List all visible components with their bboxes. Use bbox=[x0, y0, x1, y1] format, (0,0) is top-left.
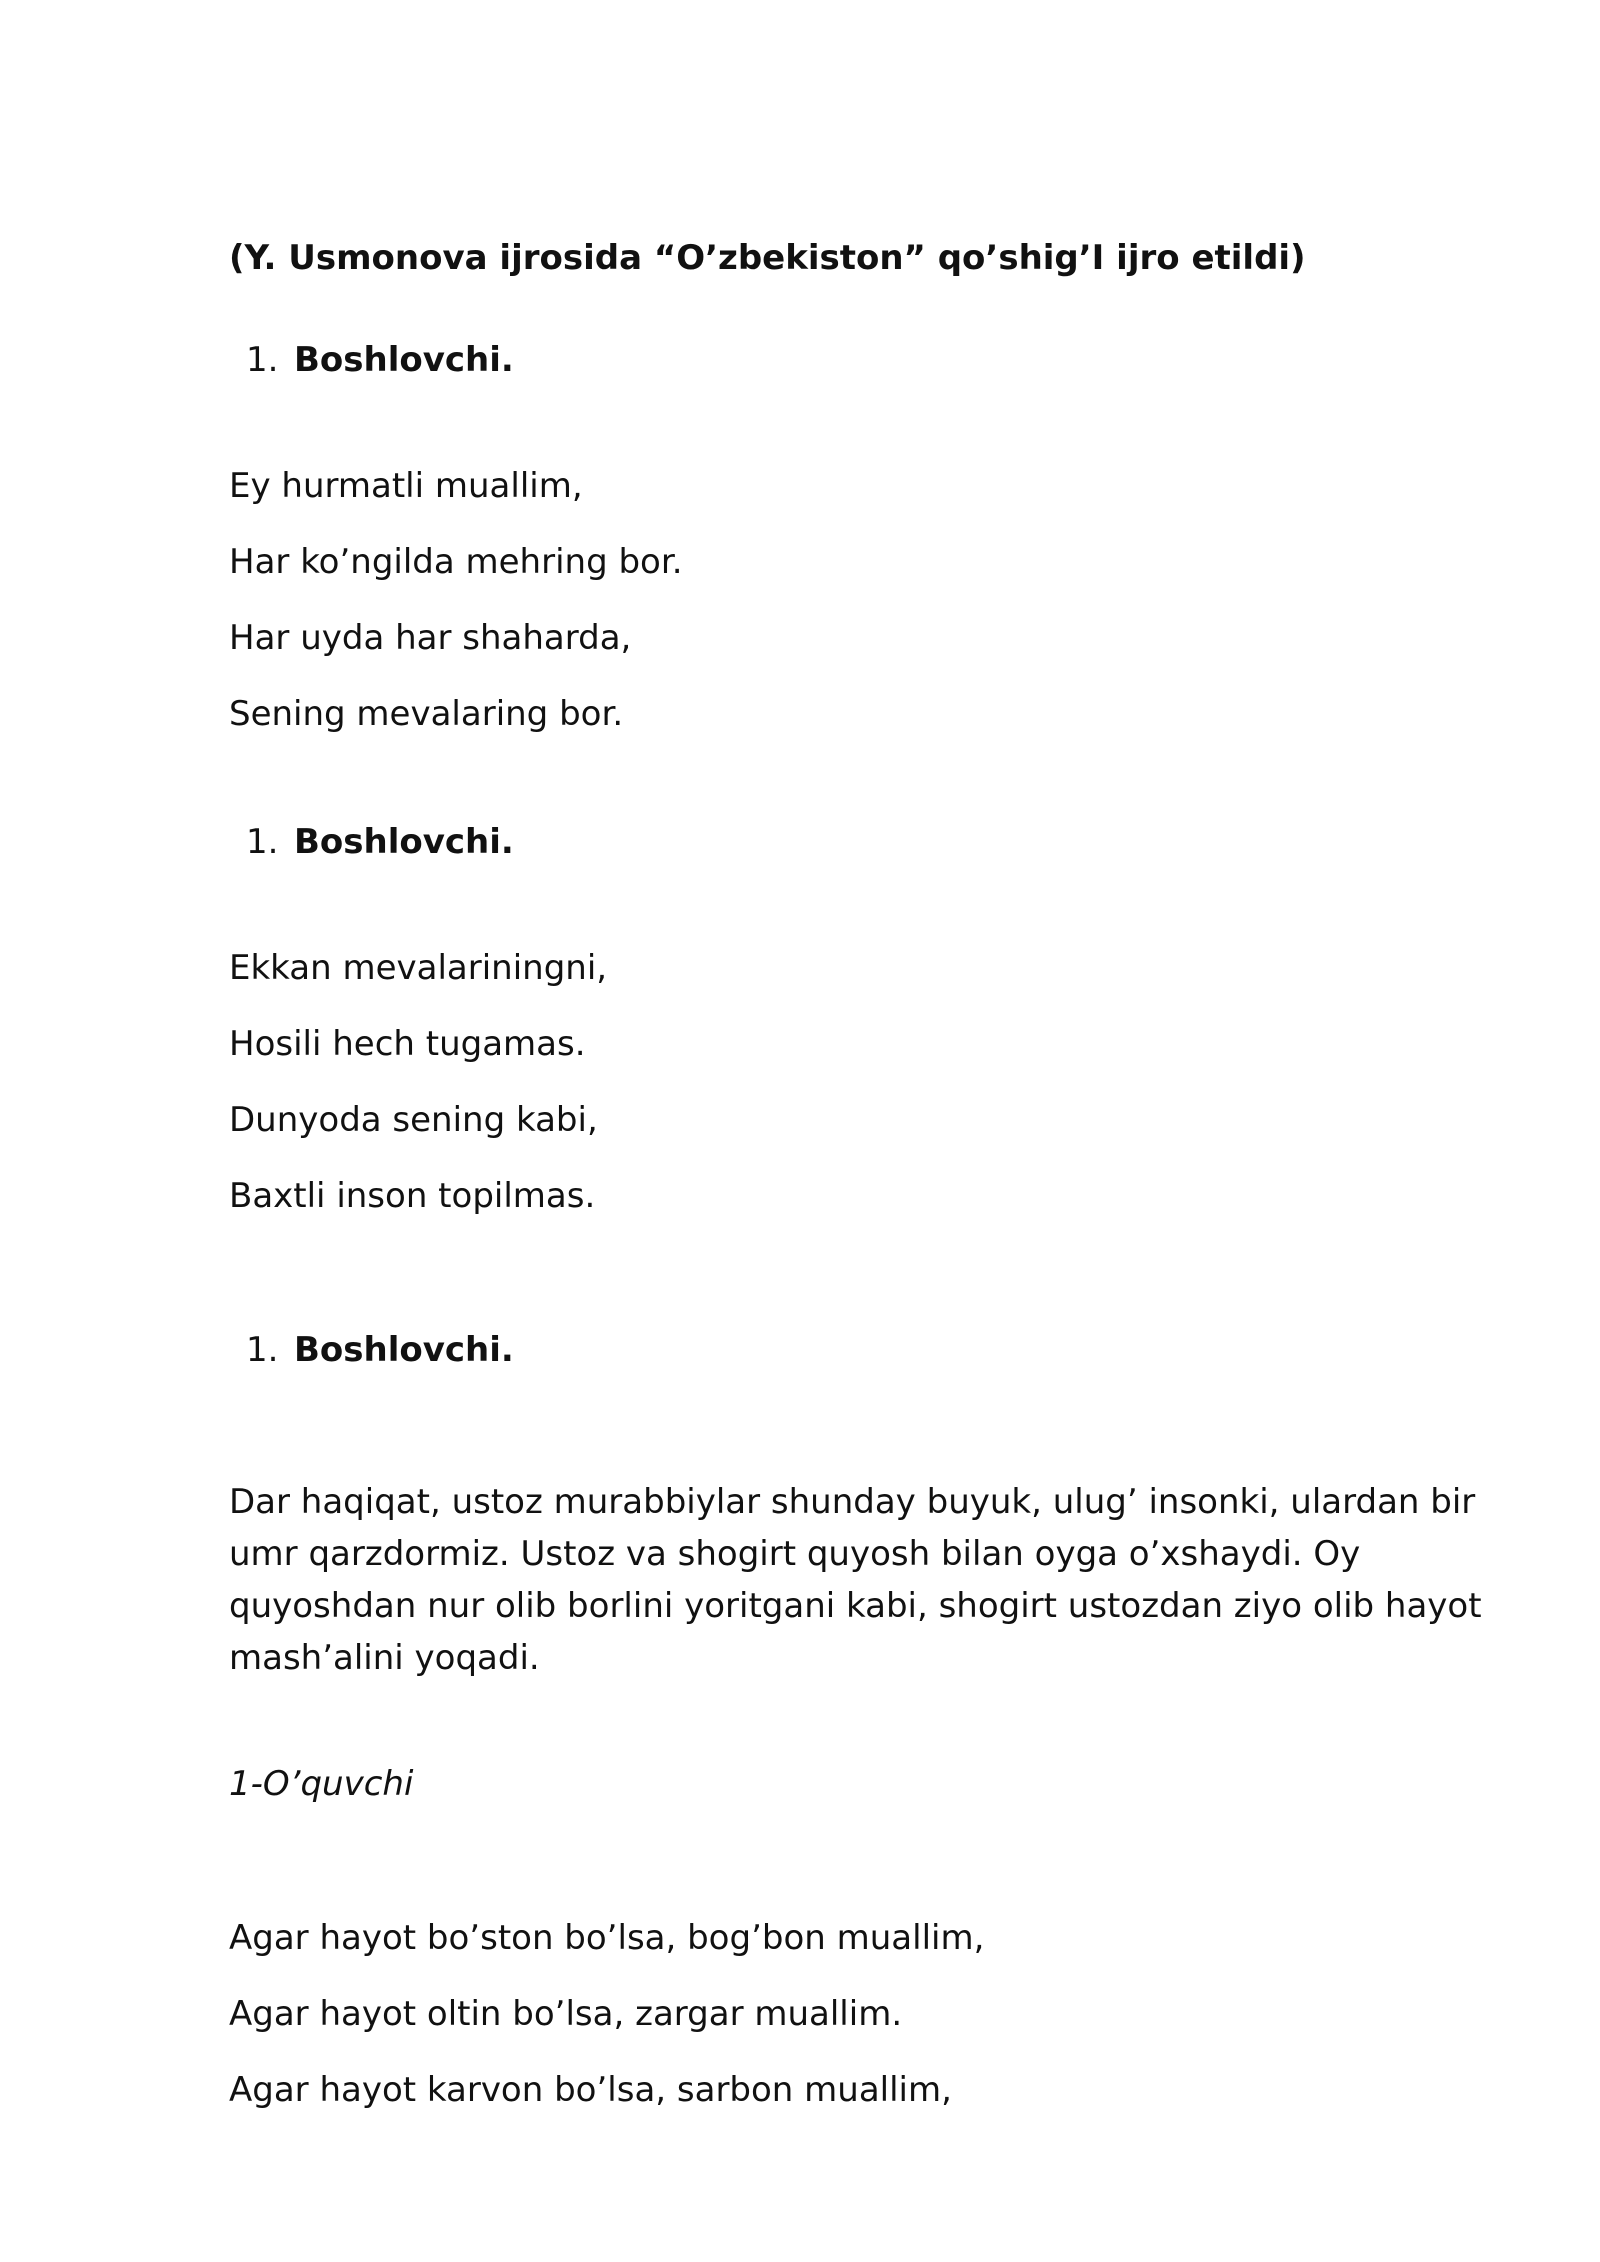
verse-line: Ey hurmatli muallim, bbox=[229, 466, 583, 506]
section-heading bbox=[246, 1324, 514, 1376]
verse-line: Agar hayot karvon bo’lsa, sarbon muallim, bbox=[229, 2070, 952, 2110]
heading-label: Boshlovchi. bbox=[294, 822, 514, 862]
verse-line: Ekkan mevalariningni, bbox=[229, 948, 608, 988]
body-paragraph: Dar haqiqat, ustoz murabbiylar shunday buyuk, ulug’ insonki, ulardan bir umr qarzdormiz. Ustoz va shogirt quyosh bilan oyga o’xshaydi. Oy quyoshdan nur olib borlini yoritgani kabi, shogirt ustozdan ziyo olib hayot mash’alini yoqadi. bbox=[229, 1482, 1482, 1678]
verse-line: Sening mevalaring bor. bbox=[229, 694, 624, 734]
page-title: (Y. Usmonova ijrosida “O’zbekiston” qo’shig’I ijro etildi) bbox=[229, 238, 1306, 278]
list-number: 1. bbox=[246, 1330, 279, 1370]
list-number: 1. bbox=[246, 340, 279, 380]
list-number: 1. bbox=[246, 822, 279, 862]
heading-label: Boshlovchi. bbox=[294, 340, 514, 380]
verse-line: Agar hayot oltin bo’lsa, zargar muallim. bbox=[229, 1994, 903, 2034]
speaker-label: 1-O’quvchi bbox=[229, 1764, 414, 1804]
section-heading bbox=[246, 334, 514, 386]
verse-line: Har ko’ngilda mehring bor. bbox=[229, 542, 683, 582]
verse-line: Dunyoda sening kabi, bbox=[229, 1100, 598, 1140]
heading-label: Boshlovchi. bbox=[294, 1330, 514, 1370]
verse-line: Hosili hech tugamas. bbox=[229, 1024, 586, 1064]
section-heading bbox=[246, 816, 514, 868]
verse-line: Baxtli inson topilmas. bbox=[229, 1176, 596, 1216]
verse-line: Agar hayot bo’ston bo’lsa, bog’bon muallim, bbox=[229, 1918, 985, 1958]
verse-line: Har uyda har shaharda, bbox=[229, 618, 632, 658]
